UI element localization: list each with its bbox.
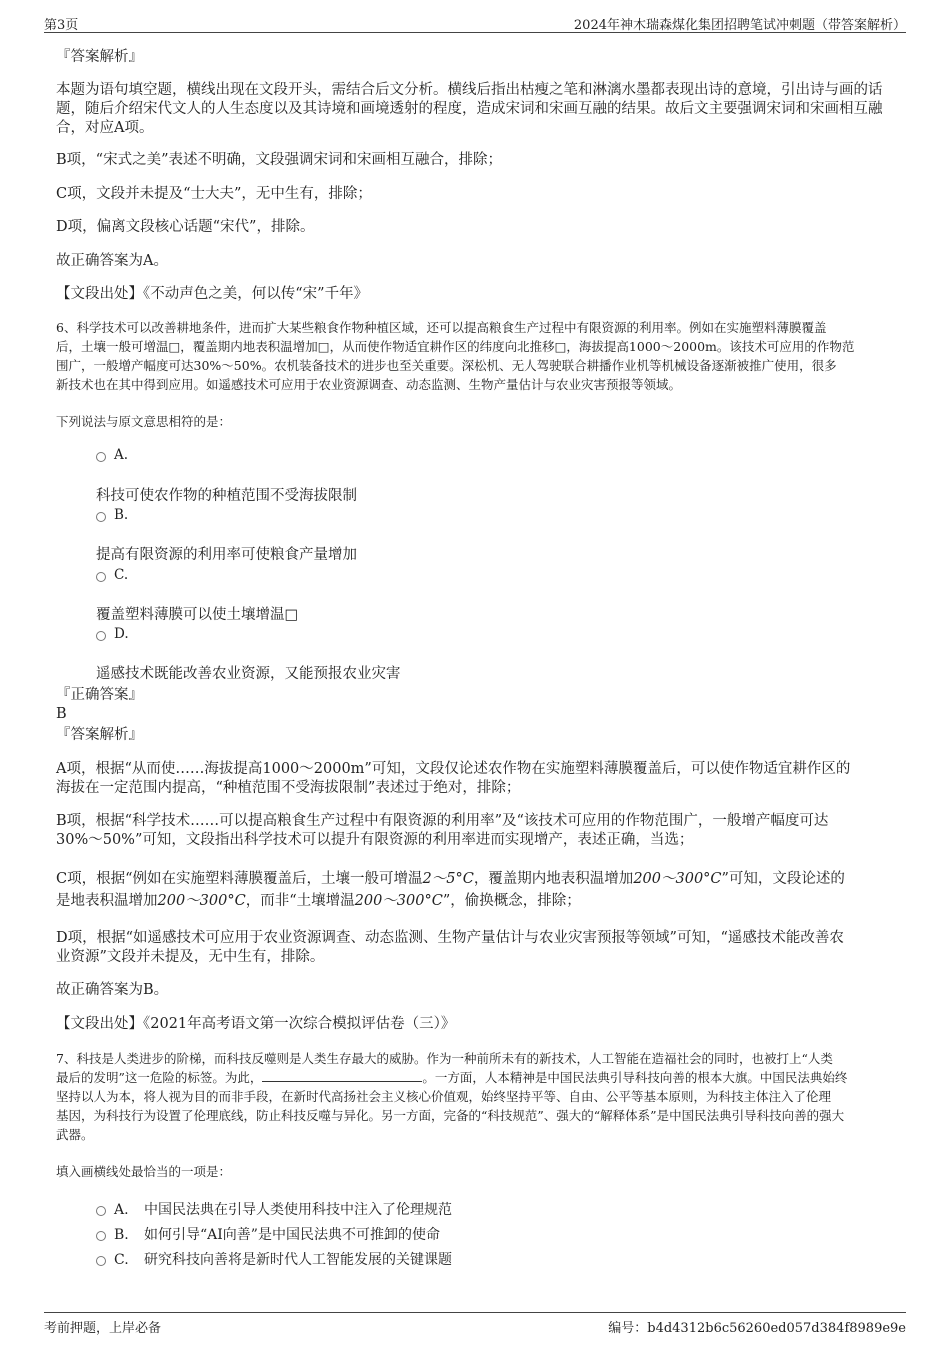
question-7-stem-line: 坚持以人为本，将人视为目的而非手段，在新时代高扬社会主义核心价值观，始终坚持平等、自由、公平等基本原则，为科技主体注入了伦理	[56, 1089, 832, 1104]
question-7-stem-line: 武器。	[56, 1127, 94, 1142]
analysis-option-a: A项，根据“从而使……海拔提高1000～2000m”可知，文段仅论述农作物在实施塑料薄膜覆盖后，可以使作物适宜耕作区的	[56, 761, 851, 777]
radio-icon	[96, 452, 106, 462]
radio-icon	[96, 1206, 106, 1216]
option-d-radio[interactable]: D.	[96, 626, 129, 642]
question-6-stem-line: 6、科学技术可以改善耕地条件，进而扩大某些粮食作物种植区域，还可以提高粮食生产过程中有限资源的利用率。例如在实施塑料薄膜覆盖	[56, 320, 827, 335]
option-c-text: 覆盖塑料薄膜可以使土壤增温□	[96, 607, 299, 623]
analysis-option-d: 业资源”文段并未提及，无中生有，排除。	[56, 949, 325, 965]
option-b-text: 提高有限资源的利用率可使粮食产量增加	[96, 547, 357, 563]
fill-in-blank	[262, 1069, 422, 1082]
question-7-stem-line: 7、科技是人类进步的阶梯，而科技反噬则是人类生存最大的威胁。作为一种前所未有的新技术，人工智能在造福社会的同时，也被打上“人类	[56, 1051, 833, 1066]
radio-icon	[96, 1231, 106, 1241]
answer-conclusion: 故正确答案为B。	[56, 982, 169, 998]
analysis-option-d: D项，偏离文段核心话题“宋代”，排除。	[56, 219, 315, 235]
option-a-text: 科技可使农作物的种植范围不受海拔限制	[96, 488, 357, 504]
option-a[interactable]: A. 中国民法典在引导人类使用科技中注入了伦理规范	[96, 1199, 452, 1219]
page-number: 第3页	[44, 18, 79, 33]
source-citation: 【文段出处】《不动声色之美，何以传“宋”千年》	[56, 286, 369, 302]
analysis-option-b: 30%～50%”可知，文段指出科学技术可以提升有限资源的利用率进而实现增产，表述正确，当选；	[56, 832, 694, 848]
correct-answer: B	[56, 706, 67, 722]
option-c[interactable]: C. 研究科技向善将是新时代人工智能发展的关键课题	[96, 1249, 452, 1269]
option-c-radio[interactable]: C.	[96, 567, 128, 583]
radio-icon	[96, 1256, 106, 1266]
radio-icon	[96, 512, 106, 522]
option-a-radio[interactable]: A.	[96, 447, 128, 463]
question-7-prompt: 填入画横线处最恰当的一项是：	[56, 1164, 232, 1179]
document-title: 2024年神木瑞森煤化集团招聘笔试冲刺题（带答案解析）	[573, 18, 906, 33]
source-citation: 【文段出处】《2021年高考语文第一次综合模拟评估卷（三）》	[56, 1016, 456, 1032]
question-7-stem-line: 基因，为科技行为设置了伦理底线，防止科技反噬与异化。另一方面，完备的“科技规范”、强大的“解释体系”是中国民法典引导科技向善的强大	[56, 1108, 845, 1123]
question-6-stem-line: 围广，一般增产幅度可达30%～50%。农机装备技术的进步也至关重要。深松机、无人驾驶联合耕播作业机等机械设备逐渐被推广使用，很多	[56, 358, 837, 373]
question-7-stem-line: 最后的发明”这一危险的标签。为此， 。一方面，人本精神是中国民法典引导科技向善的根本大旗。中国民法典始终	[56, 1070, 848, 1085]
analysis-option-d: D项，根据“如遥感技术可应用于农业资源调查、动态监测、生物产量估计与农业灾害预报等领域”可知，“遥感技术能改善农	[56, 930, 844, 946]
answer-conclusion: 故正确答案为A。	[56, 253, 168, 269]
analysis-paragraph: 本题为语句填空题，横线出现在文段开头，需结合后文分析。横线后指出枯瘦之笔和淋漓水墨都表现出诗的意境，引出诗与画的话题，随后介绍宋代文人的人生态度以及其诗境和画境透射的程度，造成宋词和宋画互融的结果。故后文主要强调宋词和宋画相互融合，对应A项。	[56, 82, 883, 136]
page-footer	[44, 1312, 906, 1335]
analysis-title: 『答案解析』	[56, 49, 143, 65]
footer-slogan: 考前押题，上岸必备	[44, 1321, 162, 1336]
page-header	[44, 14, 906, 33]
radio-icon	[96, 572, 106, 582]
question-6-stem-line: 后，土壤一般可增温□，覆盖期内地表积温增加□，从而使作物适宜耕作区的纬度向北推移□，海拔提高1000～2000m。该技术可应用的作物范	[56, 339, 855, 354]
correct-answer-title: 『正确答案』	[56, 687, 143, 703]
radio-icon	[96, 631, 106, 641]
analysis-option-c: 是地表积温增加200～300°C，而非“土壤增温200～300°C”，偷换概念，排除；	[56, 893, 581, 909]
analysis-option-c: C项，文段并未提及“士大夫”，无中生有，排除；	[56, 186, 372, 202]
option-b-radio[interactable]: B.	[96, 507, 128, 523]
question-6-stem-line: 新技术也在其中得到应用。如遥感技术可应用于农业资源调查、动态监测、生物产量估计与农业灾害预报等领域。	[56, 377, 682, 392]
option-b[interactable]: B. 如何引导“AI向善”是中国民法典不可推卸的使命	[96, 1224, 440, 1244]
analysis-option-b: B项，“宋式之美”表述不明确，文段强调宋词和宋画相互融合，排除；	[56, 152, 502, 168]
option-d-text: 遥感技术既能改善农业资源，又能预报农业灾害	[96, 666, 401, 682]
document-code: 编号：b4d4312b6c56260ed057d384f8989e9e	[608, 1321, 906, 1336]
analysis-title: 『答案解析』	[56, 727, 143, 743]
question-6-prompt: 下列说法与原文意思相符的是：	[56, 414, 232, 429]
analysis-option-c: C项，根据“例如在实施塑料薄膜覆盖后，土壤一般可增温2～5°C，覆盖期内地表积温增加200～300°C”可知，文段论述的	[56, 871, 845, 887]
analysis-option-a: 海拔在一定范围内提高，“种植范围不受海拔限制”表述过于绝对，排除；	[56, 780, 521, 796]
analysis-option-b: B项，根据“科学技术……可以提高粮食生产过程中有限资源的利用率”及“该技术可应用的作物范围广，一般增产幅度可达	[56, 813, 829, 829]
